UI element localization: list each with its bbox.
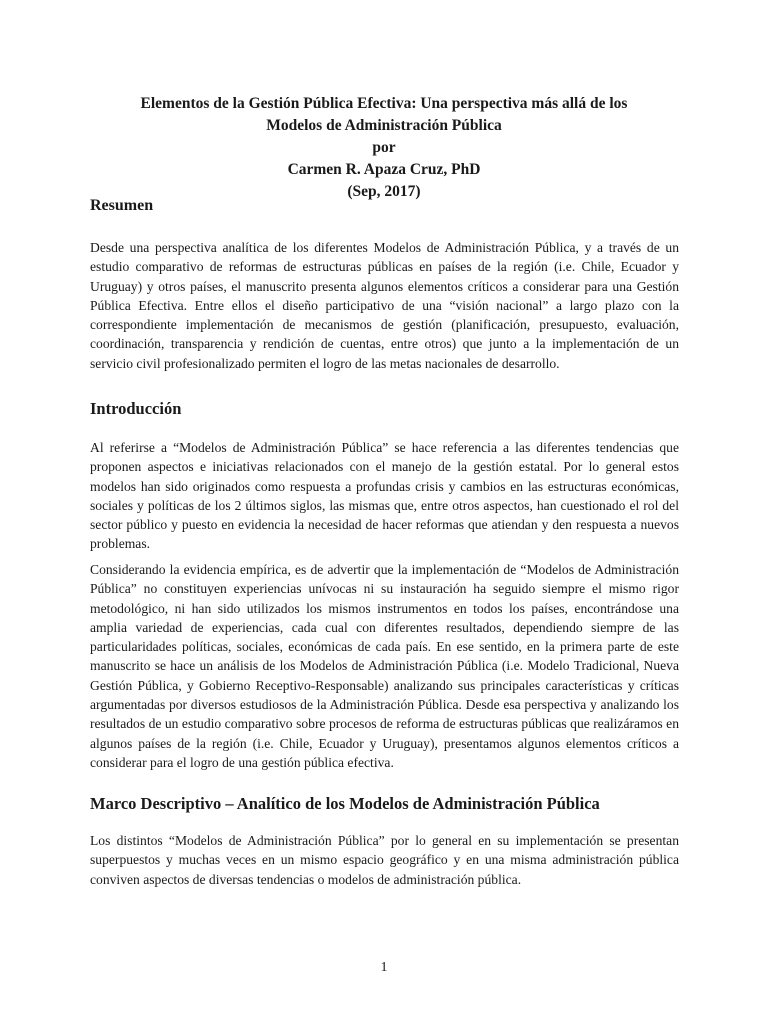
byline-por: por bbox=[372, 139, 396, 156]
publication-date: (Sep, 2017) bbox=[347, 183, 421, 200]
section-heading-introduccion: Introducción bbox=[90, 399, 182, 418]
intro-paragraph-1: Al referirse a “Modelos de Administración Pública” se hace referencia a las diferentes tendencias que proponen aspectos e iniciativas relacionados con el manejo de la gestión estatal. Por lo general estos modelos han sido originados como respuesta a profundas crisis y cambios en las estructuras económicas, sociales y políticas de los 2 últimos siglos, las mismas que, entre otros aspectos, han cuestionado el rol del sector público y puesto en evidencia la necesidad de hacer reformas que atiendan y den respuesta a nuevos problemas. bbox=[90, 440, 679, 552]
title-line-2: Modelos de Administración Pública bbox=[266, 117, 502, 134]
section-heading-resumen: Resumen bbox=[90, 197, 154, 214]
page-number: 1 bbox=[380, 960, 388, 975]
section-heading-marco: Marco Descriptivo – Analítico de los Modelos de Administración Pública bbox=[90, 794, 600, 813]
title-block bbox=[88, 93, 680, 203]
author-name: Carmen R. Apaza Cruz, PhD bbox=[287, 161, 481, 178]
abstract-paragraph: Desde una perspectiva analítica de los diferentes Modelos de Administración Pública, y a través de un estudio comparativo de reformas de estructuras públicas en países de la región (i.e. Chile, Ecuador y Uruguay) y otros países, el manuscrito presenta algunos elementos críticos a considerar para una Gestión Pública Efectiva. Entre ellos el diseño participativo de una “visión nacional” a largo plazo con la correspondiente implementación de mecanismos de gestión (planificación, presupuesto, evaluación, coordinación, transparencia y rendición de cuentas, entre otros) que junto a la implementación de un servicio civil profesionalizado permiten el logro de las metas nacionales de desarrollo. bbox=[90, 240, 679, 371]
title-line-1: Elementos de la Gestión Pública Efectiva: Una perspectiva más allá de los bbox=[140, 95, 628, 112]
intro-paragraph-2: Considerando la evidencia empírica, es de advertir que la implementación de “Modelos de Administración Pública” no constituyen experiencias unívocas ni su instauración ha seguido siempre el mismo rigor metodológico, ni han sido utilizados los mismos instrumentos en todos los países, encontrándose una amplia variedad de experiencias, cada cual con diferentes resultados, dependiendo siempre de las particularidades políticas, sociales, económicas de cada país. En ese sentido, en la primera parte de este manuscrito se hace un análisis de los Modelos de Administración Pública (i.e. Modelo Tradicional, Nueva Gestión Pública, y Gobierno Receptivo-Responsable) analizando sus principales características y críticas argumentadas por diversos estudiosos de la Administración Pública. Desde esa perspectiva y analizando los resultados de un estudio comparativo sobre procesos de reforma de estructuras públicas que realizáramos en algunos países de la región (i.e. Chile, Ecuador y Uruguay), presentamos algunos elementos críticos a considerar para el logro de una gestión pública efectiva. bbox=[90, 562, 679, 770]
marco-paragraph-1: Los distintos “Modelos de Administración Pública” por lo general en su implementación se presentan superpuestos y muchas veces en un mismo espacio geográfico y en una misma administración pública conviven aspectos de diversas tendencias o modelos de administración pública. bbox=[90, 833, 679, 887]
